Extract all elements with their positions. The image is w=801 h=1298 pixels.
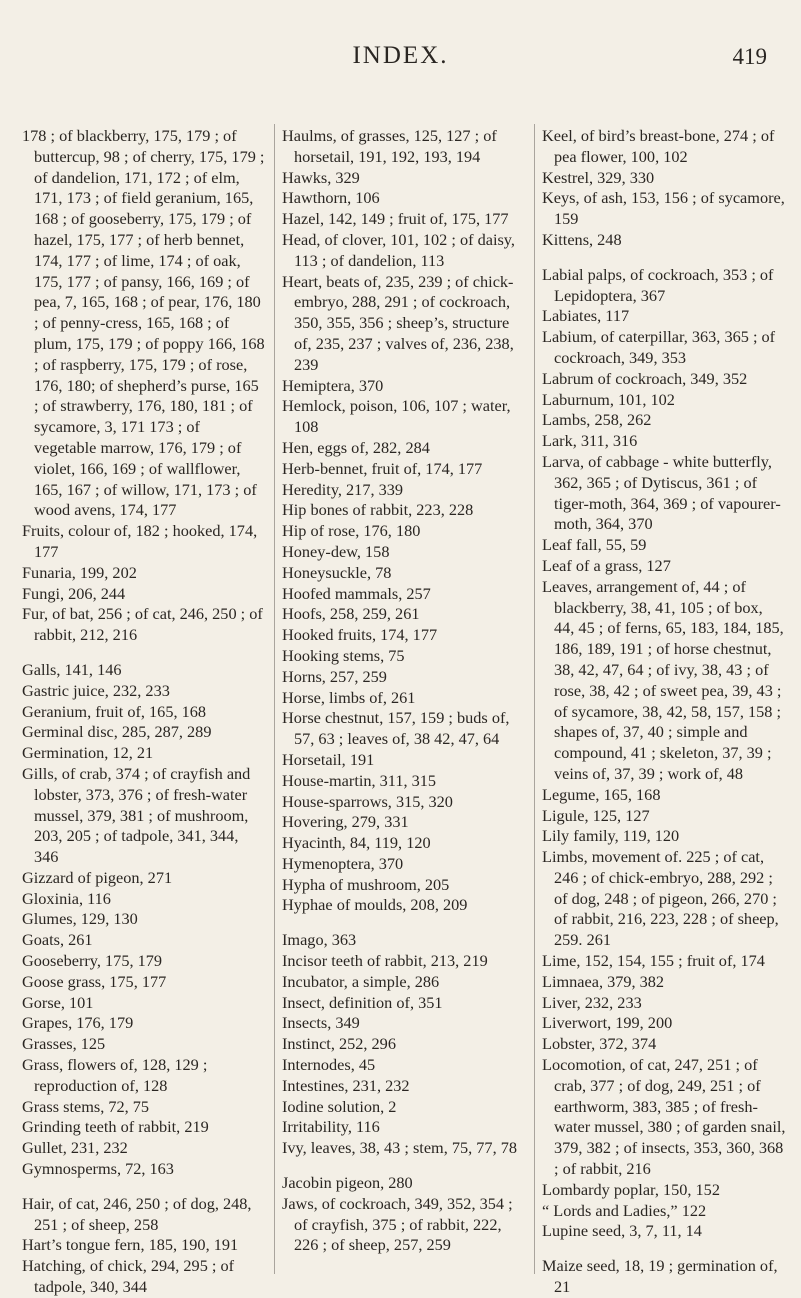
index-entry: Lupine seed, 3, 7, 11, 14 — [542, 1221, 702, 1241]
index-entry: Jacobin pigeon, 280 — [282, 1173, 413, 1193]
section-gap — [22, 1180, 266, 1194]
index-entry: Hyacinth, 84, 119, 120 — [282, 833, 431, 853]
index-entry: Heart, beats of, 235, 239 ; of chick-embryo, 288, 291 ; of cockroach, 350, 355, 356 ; sheep’s, structure of, 235, 237 ; valves of, 236, 238, 239 — [282, 271, 514, 374]
index-entry: Herb-bennet, fruit of, 174, 177 — [282, 458, 483, 478]
index-entry: Laburnum, 101, 102 — [542, 389, 675, 409]
index-entry: Lambs, 258, 262 — [542, 410, 652, 430]
index-entry: Germinal disc, 285, 287, 289 — [22, 722, 212, 742]
index-entry: Gastric juice, 232, 233 — [22, 680, 170, 700]
index-entry: Irritability, 116 — [282, 1117, 380, 1137]
index-entry: Liverwort, 199, 200 — [542, 1013, 673, 1033]
index-entry: Gloxinia, 116 — [22, 888, 111, 908]
index-entry: Incisor teeth of rabbit, 213, 219 — [282, 951, 488, 971]
index-entry: Gymnosperms, 72, 163 — [22, 1159, 174, 1179]
index-entry: Hymenoptera, 370 — [282, 853, 404, 873]
index-entry: 178 ; of blackberry, 175, 179 ; of buttercup, 98 ; of cherry, 175, 179 ; of dandelion, 171, 172 ; of elm, 171, 173 ; of field geranium, 165, 168 ; of gooseberry, 175, 179 ; of hazel, 175, 177 ; of herb bennet, 174, 177 ; of lime, 174 ; of oak, 175, 177 ; of pansy, 166, 169 ; of pea, 7, 165, 168 ; of pear, 176, 180 ; of penny-cress, 165, 168 ; of plum, 175, 179 ; of poppy 166, 168 ; of raspberry, 175, 179 ; of rose, 176, 180; of shepherd’s purse, 165 ; of strawberry, 176, 180, 181 ; of sycamore, 3, 171 173 ; of vegetable marrow, 176, 179 ; of violet, 166, 169 ; of wallflower, 165, 167 ; of willow, 171, 173 ; of wood avens, 174, 177 — [22, 126, 265, 520]
index-entry: Limnaea, 379, 382 — [542, 971, 665, 991]
index-entry: Hen, eggs of, 282, 284 — [282, 437, 430, 457]
index-column-3 — [542, 126, 786, 1298]
index-entry: Hoofs, 258, 259, 261 — [282, 604, 420, 624]
index-column-1 — [22, 126, 266, 1298]
index-entry: Larva, of cabbage - white butterfly, 362, 365 ; of Dytiscus, 361 ; of tiger-moth, 364, 369 ; of vapourer-moth, 364, 370 — [542, 451, 781, 534]
index-entry: Limbs, movement of. 225 ; of cat, 246 ; of chick-embryo, 288, 292 ; of dog, 248 ; of pigeon, 266, 270 ; of rabbit, 216, 223, 228 ; of sheep, 259. 261 — [542, 847, 779, 950]
index-entry: Labium, of caterpillar, 363, 365 ; of cockroach, 349, 353 — [542, 327, 776, 367]
index-entry: Funaria, 199, 202 — [22, 562, 137, 582]
index-entry: Hawthorn, 106 — [282, 188, 380, 208]
index-entry: Internodes, 45 — [282, 1055, 376, 1075]
index-entry: Hooking stems, 75 — [282, 645, 405, 665]
index-entry: Kestrel, 329, 330 — [542, 167, 655, 187]
index-entry: Hoofed mammals, 257 — [282, 583, 431, 603]
index-entry: Horse, limbs of, 261 — [282, 687, 416, 707]
index-entry: Goose grass, 175, 177 — [22, 971, 167, 991]
index-entry: Honeysuckle, 78 — [282, 562, 392, 582]
index-entry: Haulms, of grasses, 125, 127 ; of horsetail, 191, 192, 193, 194 — [282, 126, 497, 166]
index-entry: Labial palps, of cockroach, 353 ; of Lepidoptera, 367 — [542, 264, 774, 305]
index-entry: Hart’s tongue fern, 185, 190, 191 — [22, 1235, 239, 1255]
page-header — [0, 18, 801, 88]
index-entry: Maize seed, 18, 19 ; germination of, 21 — [542, 1256, 778, 1297]
index-entry: Hair, of cat, 246, 250 ; of dog, 248, 251 ; of sheep, 258 — [22, 1193, 252, 1234]
index-entry: Grapes, 176, 179 — [22, 1013, 134, 1033]
index-entry: Grass stems, 72, 75 — [22, 1096, 150, 1116]
index-entry: Glumes, 129, 130 — [22, 909, 138, 929]
index-entry: Lombardy poplar, 150, 152 — [542, 1179, 720, 1199]
index-entry: Hemlock, poison, 106, 107 ; water, 108 — [282, 396, 511, 437]
index-entry: Goats, 261 — [22, 930, 93, 950]
index-entry: Hemiptera, 370 — [282, 375, 384, 395]
index-entry: Fur, of bat, 256 ; of cat, 246, 250 ; of rabbit, 212, 216 — [22, 604, 263, 645]
index-entry: Galls, 141, 146 — [22, 659, 122, 679]
index-entry: Legume, 165, 168 — [542, 784, 661, 804]
index-entry: Liver, 232, 233 — [542, 992, 642, 1012]
index-entry: Head, of clover, 101, 102 ; of daisy, 113 ; of dandelion, 113 — [282, 229, 515, 270]
index-entry: Horns, 257, 259 — [282, 666, 387, 686]
index-entry: Fruits, colour of, 182 ; hooked, 174, 177 — [22, 521, 258, 561]
index-entry: Hyphae of moulds, 208, 209 — [282, 895, 468, 915]
index-entry: Gooseberry, 175, 179 — [22, 951, 163, 971]
index-entry: Geranium, fruit of, 165, 168 — [22, 701, 207, 721]
index-entry: Imago, 363 — [282, 930, 357, 950]
index-entry: Locomotion, of cat, 247, 251 ; of crab, 377 ; of dog, 249, 251 ; of earthworm, 383, 385 ; of fresh-water mussel, 380 ; of garden snail, 379, 382 ; of insects, 353, 360, 368 ; of rabbit, 216 — [542, 1055, 786, 1179]
section-gap — [282, 916, 526, 930]
index-entry: Horsetail, 191 — [282, 749, 375, 769]
index-entry: Insect, definition of, 351 — [282, 992, 443, 1012]
index-entry: Labrum of cockroach, 349, 352 — [542, 368, 748, 388]
index-entry: Fungi, 206, 244 — [22, 583, 126, 603]
index-entry: Gizzard of pigeon, 271 — [22, 867, 173, 887]
index-entry: Iodine solution, 2 — [282, 1096, 397, 1116]
section-gap — [542, 1242, 786, 1256]
index-entry: Insects, 349 — [282, 1013, 360, 1033]
index-entry: Grass, flowers of, 128, 129 ; reproduction of, 128 — [22, 1055, 208, 1095]
index-entry: Labiates, 117 — [542, 306, 630, 326]
index-entry: Hip of rose, 176, 180 — [282, 521, 421, 541]
index-entry: Horse chestnut, 157, 159 ; buds of, 57, 63 ; leaves of, 38 42, 47, 64 — [282, 708, 510, 749]
index-entry: Hovering, 279, 331 — [282, 812, 409, 832]
index-entry: Gorse, 101 — [22, 992, 94, 1012]
index-entry: Leaves, arrangement of, 44 ; of blackberry, 38, 41, 105 ; of box, 44, 45 ; of ferns, 65, 183, 184, 185, 186, 189, 191 ; of horse chestnut, 38, 42, 47, 64 ; of ivy, 38, 43 ; of rose, 38, 42 ; of sweet pea, 39, 43 ; of sycamore, 38, 42, 58, 157, 158 ; shapes of, 37, 40 ; simple and compound, 41 ; skeleton, 37, 39 ; veins of, 37, 39 ; work of, 48 — [542, 576, 784, 783]
index-entry: Gullet, 231, 232 — [22, 1138, 128, 1158]
index-entry: Jaws, of cockroach, 349, 352, 354 ; of crayfish, 375 ; of rabbit, 222, 226 ; of sheep, 257, 259 — [282, 1193, 513, 1255]
index-entry: Grasses, 125 — [22, 1034, 106, 1054]
index-entry: Leaf fall, 55, 59 — [542, 535, 647, 555]
page-title: INDEX. — [352, 42, 449, 69]
index-entry: House-sparrows, 315, 320 — [282, 791, 453, 811]
index-entry: Hazel, 142, 149 ; fruit of, 175, 177 — [282, 209, 509, 229]
index-entry: Lobster, 372, 374 — [542, 1034, 657, 1054]
index-entry: Hypha of mushroom, 205 — [282, 874, 450, 894]
index-entry: Hatching, of chick, 294, 295 ; of tadpole, 340, 344 — [22, 1256, 235, 1297]
section-gap — [282, 1159, 526, 1173]
page-number: 419 — [732, 44, 767, 69]
index-entry: Gills, of crab, 374 ; of crayfish and lobster, 373, 376 ; of fresh-water mussel, 379, 381 ; of mushroom, 203, 205 ; of tadpole, 341, 344, 346 — [22, 763, 251, 867]
index-entry: Keel, of bird’s breast-bone, 274 ; of pea flower, 100, 102 — [542, 126, 775, 166]
index-entry: Heredity, 217, 339 — [282, 479, 404, 499]
index-entry: Keys, of ash, 153, 156 ; of sycamore, 159 — [542, 188, 785, 229]
index-entry: Incubator, a simple, 286 — [282, 971, 440, 991]
index-entry: Lily family, 119, 120 — [542, 826, 680, 846]
index-entry: Hip bones of rabbit, 223, 228 — [282, 500, 474, 520]
index-entry: House-martin, 311, 315 — [282, 770, 437, 790]
index-entry: Hooked fruits, 174, 177 — [282, 625, 438, 645]
column-divider — [534, 124, 535, 1274]
index-column-2 — [282, 126, 526, 1256]
index-entry: Instinct, 252, 296 — [282, 1034, 396, 1054]
index-entry: “ Lords and Ladies,” 122 — [542, 1200, 707, 1220]
index-entry: Leaf of a grass, 127 — [542, 555, 671, 575]
index-entry: Lime, 152, 154, 155 ; fruit of, 174 — [542, 951, 765, 971]
index-entry: Grinding teeth of rabbit, 219 — [22, 1117, 209, 1137]
index-entry: Germination, 12, 21 — [22, 743, 154, 763]
section-gap — [542, 251, 786, 265]
index-entry: Kittens, 248 — [542, 229, 622, 249]
column-divider — [274, 124, 275, 1274]
index-entry: Lark, 311, 316 — [542, 431, 638, 451]
index-entry: Ligule, 125, 127 — [542, 805, 650, 825]
index-entry: Ivy, leaves, 38, 43 ; stem, 75, 77, 78 — [282, 1138, 517, 1158]
index-entry: Intestines, 231, 232 — [282, 1075, 410, 1095]
section-gap — [22, 646, 266, 660]
index-entry: Honey-dew, 158 — [282, 541, 390, 561]
index-entry: Hawks, 329 — [282, 167, 360, 187]
